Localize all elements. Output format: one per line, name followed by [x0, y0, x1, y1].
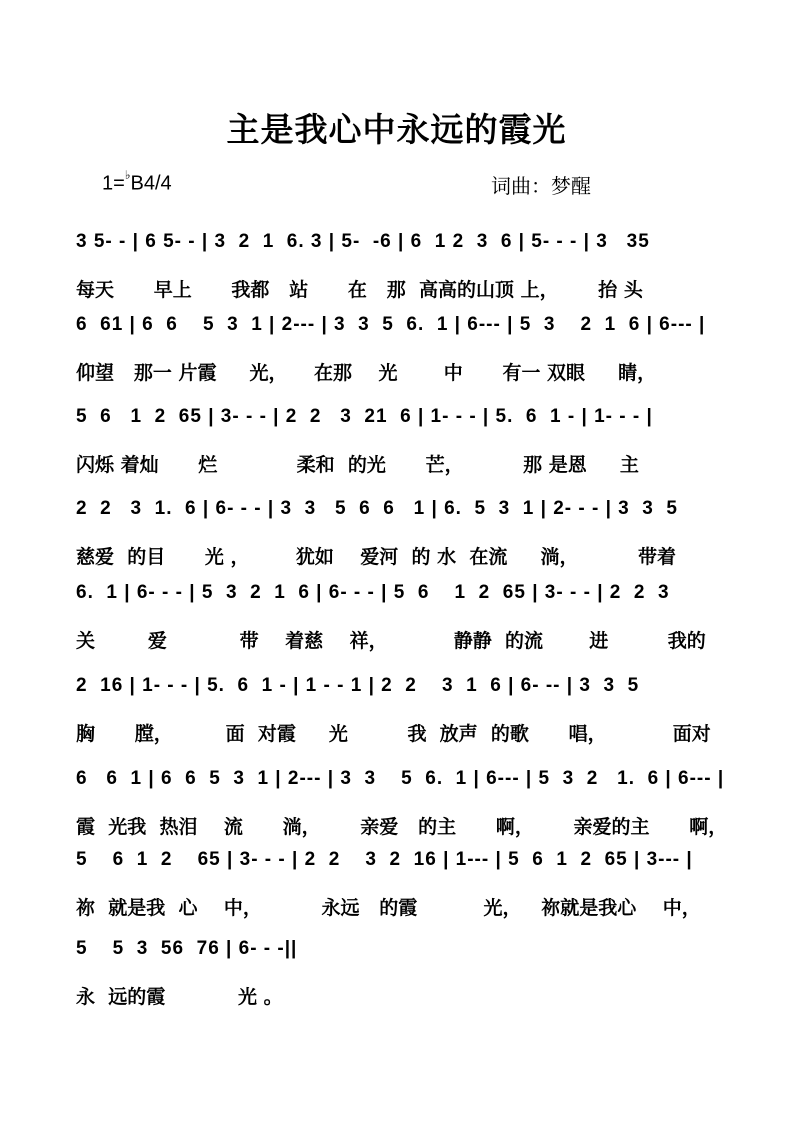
notation-line: 2 2 3 1. 6 | 6- - - | 3 3 5 6 6 1 | 6. 5 3 1 | 2- - - | 3 3 5 — [76, 498, 678, 519]
lyric-line: 仰望 那一 片霞 光， 在那 光 中 有一 双眼 睛， — [76, 362, 657, 384]
notation-line: 5 6 1 2 65 | 3- - - | 2 2 3 21 6 | 1- - - | 5. 6 1 - | 1- - - | — [76, 406, 653, 427]
lyric-line: 永 远的霞 光 。 — [76, 986, 283, 1008]
lyric-line: 慈爱 的目 光 ， 犹如 爱河 的 水 在流 淌， 带着 — [76, 546, 676, 568]
lyric-line: 胸 膛， 面 对霞 光 我 放声 的歌 唱， 面对 — [76, 723, 711, 745]
notation-line: 5 5 3 56 76 | 6- - -|| — [76, 938, 298, 959]
lyric-line: 每天 早上 我都 站 在 那 高高的山顶 上， 抬 头 — [76, 279, 643, 301]
key-signature — [102, 168, 172, 196]
notation-line: 5 6 1 2 65 | 3- - - | 2 2 3 2 16 | 1--- | 5 6 1 2 65 | 3--- | — [76, 849, 693, 870]
lyric-line: 关 爱 带 着慈 祥， 静静 的流 进 我的 — [76, 630, 706, 652]
key-prefix: 1= — [102, 172, 125, 195]
key-meter: B4/4 — [130, 172, 172, 195]
lyric-line: 霞 光我 热泪 流 淌， 亲爱 的主 啊， 亲爱的主 啊， — [76, 816, 728, 838]
notation-line: 2 16 | 1- - - | 5. 6 1 - | 1 - - 1 | 2 2 3 1 6 | 6- -- | 3 3 5 — [76, 675, 640, 696]
flat-sign: ♭ — [124, 168, 131, 182]
song-title: 主是我心中永远的霞光 — [226, 110, 567, 149]
notation-line: 6 61 | 6 6 5 3 1 | 2--- | 3 3 5 6. 1 | 6--- | 5 3 2 1 6 | 6--- | — [76, 314, 706, 335]
credit: 词曲：梦醒 — [491, 174, 591, 198]
lyric-line: 祢 就是我 心 中， 永远 的霞 光， 祢就是我心 中， — [76, 897, 701, 919]
notation-line: 6. 1 | 6- - - | 5 3 2 1 6 | 6- - - | 5 6 1 2 65 | 3- - - | 2 2 3 — [76, 582, 670, 603]
notation-line: 6 6 1 | 6 6 5 3 1 | 2--- | 3 3 5 6. 1 | 6--- | 5 3 2 1. 6 | 6--- | — [76, 768, 725, 789]
lyric-line: 闪烁 着灿 烂 柔和 的光 芒， 那 是恩 主 — [76, 454, 639, 476]
notation-line: 3 5- - | 6 5- - | 3 2 1 6. 3 | 5- -6 | 6 1 2 3 6 | 5- - - | 3 35 — [76, 231, 650, 252]
